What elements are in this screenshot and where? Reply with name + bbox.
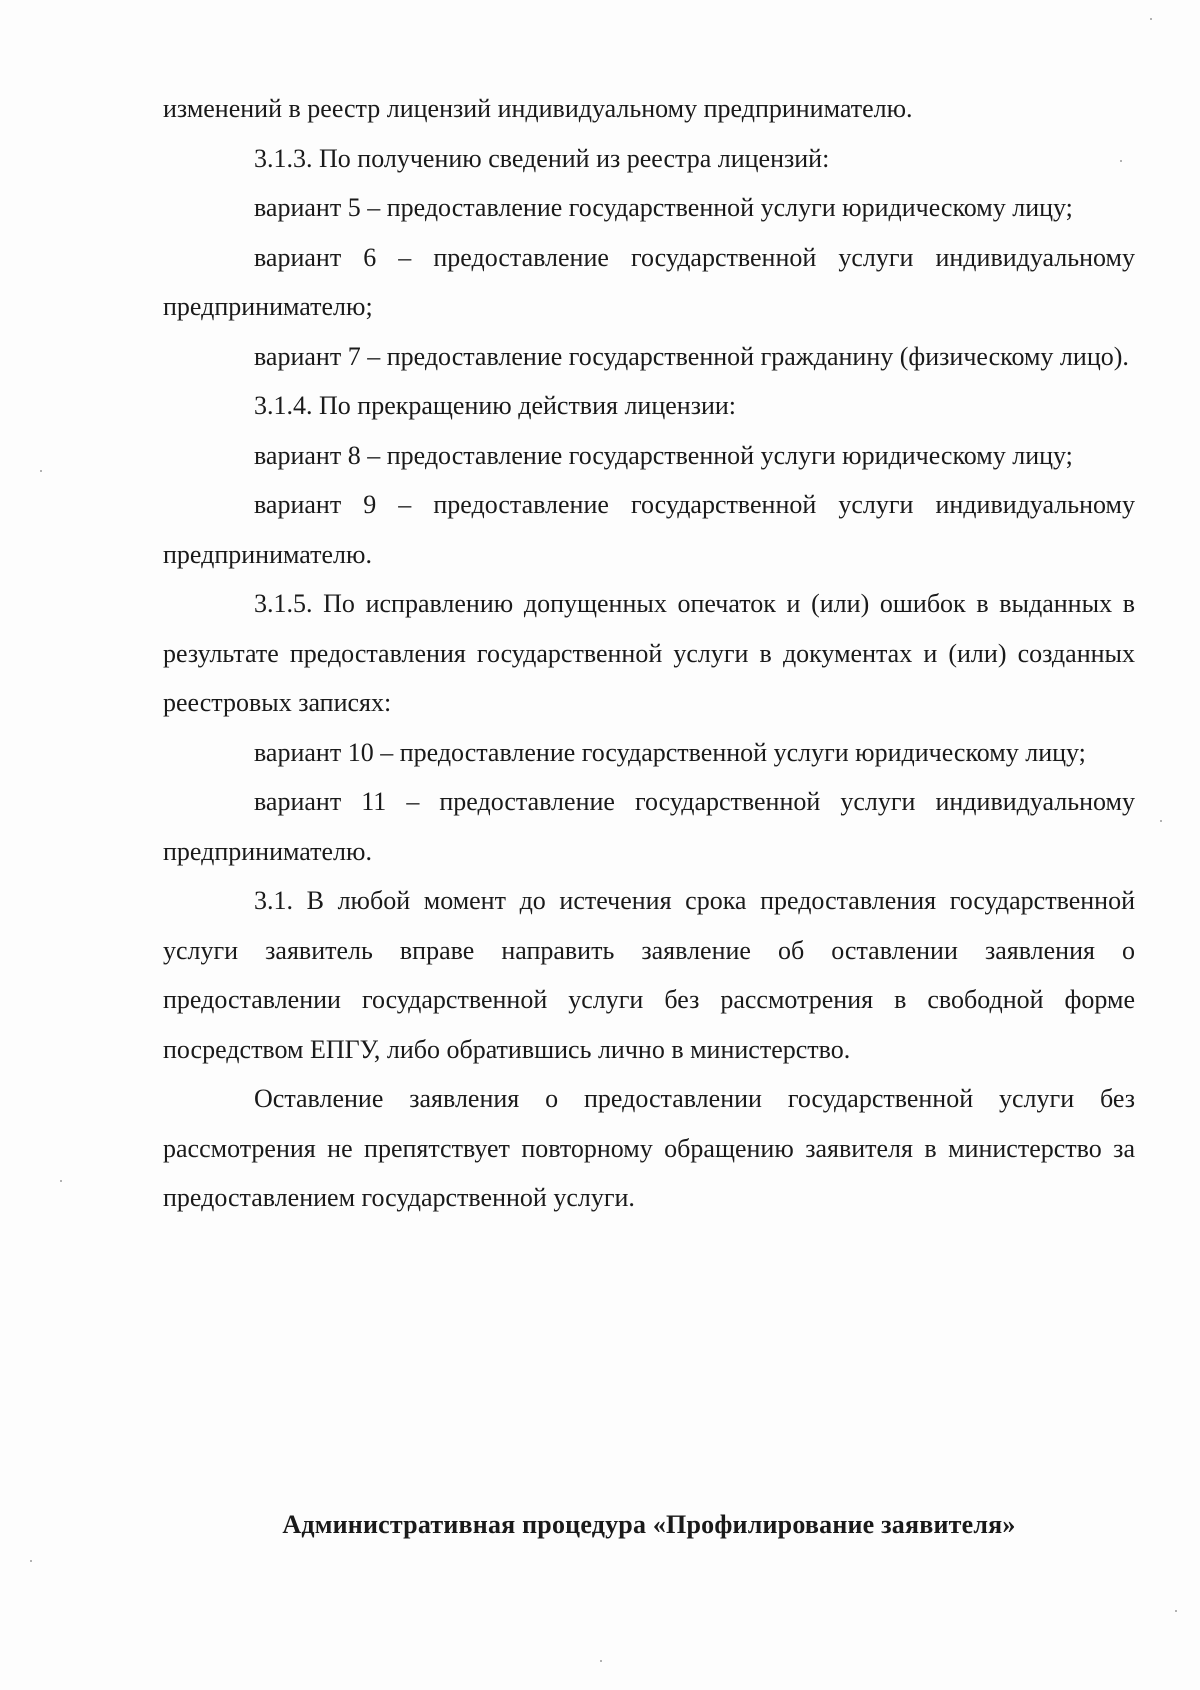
- paragraph-section-3-1-4: 3.1.4. По прекращению действия лицензии:: [254, 391, 737, 420]
- scan-speck: [1120, 160, 1122, 162]
- paragraph-variant-5: вариант 5 – предоставление государственной услуги юридическому лицу;: [254, 193, 1073, 222]
- paragraph-variant-6: вариант 6 – предоставление государственной услуги индивидуальному предпринимателю;: [163, 242, 1135, 321]
- scan-speck: [1160, 820, 1162, 822]
- scan-speck: [60, 1180, 62, 1182]
- paragraph-variant-8: вариант 8 – предоставление государственной услуги юридическому лицу;: [254, 440, 1073, 470]
- document-body: [163, 84, 1135, 1223]
- paragraph-section-3-1-3: 3.1.3. По получению сведений из реестра лицензий:: [254, 143, 830, 173]
- scan-speck: [30, 1560, 32, 1562]
- paragraph-variant-7: вариант 7 – предоставление государственной гражданину (физическому лицо).: [254, 341, 1129, 371]
- scan-speck: [40, 470, 42, 472]
- scan-speck: [1150, 18, 1152, 20]
- paragraph-section-3-1-5: 3.1.5. По исправлению допущенных опечаток и (или) ошибок в выданных в результате предоставления государственной услуги в документах и (или) созданных реестровых записях:: [163, 589, 1135, 717]
- paragraph-variant-10: вариант 10 – предоставление государственной услуги юридическому лицу;: [254, 737, 1086, 767]
- paragraph-continuation: изменений в реестр лицензий индивидуальному предпринимателю.: [163, 94, 913, 123]
- paragraph-variant-9: вариант 9 – предоставление государственной услуги индивидуальному предпринимателю.: [163, 490, 1135, 569]
- scan-speck: [600, 1660, 602, 1662]
- paragraph-section-3-1-withdrawal: 3.1. В любой момент до истечения срока предоставления государственной услуги заявитель вправе направить заявление об оставлении заявления о предоставлении государственной услуги без рассмотрения в свободной форме посредством ЕПГУ, либо обратившись лично в министерство.: [163, 886, 1135, 1064]
- paragraph-variant-11: вариант 11 – предоставление государственной услуги индивидуальному предпринимателю.: [163, 787, 1135, 866]
- section-heading: Административная процедура «Профилирование заявителя»: [282, 1510, 1016, 1539]
- paragraph-withdrawal-effect: Оставление заявления о предоставлении государственной услуги без рассмотрения не препятствует повторному обращению заявителя в министерство за предоставлением государственной услуги.: [163, 1084, 1135, 1212]
- scan-speck: [1175, 1610, 1177, 1612]
